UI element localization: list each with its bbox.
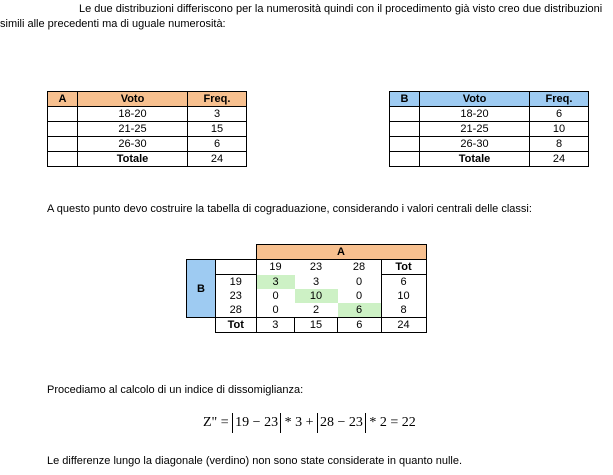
col-header: 19: [256, 260, 295, 275]
col-total: 6: [338, 318, 382, 333]
col-header-tot: Tot: [381, 260, 426, 275]
cell-diagonal: 3: [256, 275, 295, 290]
table-a-col-freq: Freq.: [188, 92, 247, 107]
voto-cell: 21-25: [420, 122, 530, 137]
freq-cell: 8: [530, 137, 589, 152]
table-a: [47, 91, 247, 167]
table-row: [187, 289, 427, 303]
cograduation-table: [186, 244, 427, 333]
table-total-row: [187, 318, 427, 333]
note-paragraph: Le differenze lungo la diagonale (verdino) non sono state considerate in quanto nulle.: [47, 455, 463, 467]
row-header: 19: [216, 275, 257, 290]
table-b-col-voto: Voto: [420, 92, 530, 107]
table-b-col-freq: Freq.: [530, 92, 589, 107]
col-header: 28: [338, 260, 382, 275]
formula-abs-2: 28 − 23: [317, 413, 366, 433]
table-row: [390, 107, 589, 122]
voto-cell: 18-20: [420, 107, 530, 122]
freq-cell: 3: [188, 107, 247, 122]
table-b-header: [390, 92, 589, 107]
voto-cell: 18-20: [78, 107, 188, 122]
cell: 3: [312, 275, 320, 288]
intro-paragraph: Le due distribuzioni differiscono per la numerosità quindi con il procedimento già visto creo due distribuzioni simili alle precedenti ma di uguale numerosità:: [0, 3, 603, 30]
table-b-label: B: [390, 92, 420, 107]
row-header: 23: [216, 289, 257, 303]
formula-abs-1: 19 − 23: [232, 413, 281, 433]
table-a-col-voto: Voto: [78, 92, 188, 107]
voto-cell: 21-25: [78, 122, 188, 137]
cell: 0: [338, 275, 382, 290]
total-value: 24: [188, 152, 247, 167]
formula-end: * 2 = 22: [369, 415, 416, 430]
table-row: [390, 137, 589, 152]
freq-cell: 10: [530, 122, 589, 137]
total-label: Totale: [78, 152, 188, 167]
cell-diagonal: 6: [338, 303, 382, 318]
row-header: 28: [216, 303, 257, 318]
dissimilarity-formula: [203, 413, 416, 433]
freq-cell: 6: [530, 107, 589, 122]
table-row: [187, 275, 427, 290]
total-value: 24: [530, 152, 589, 167]
table-row: [48, 107, 247, 122]
cograd-paragraph: A questo punto devo costruire la tabella di cograduazione, considerando i valori centrali delle classi:: [47, 203, 532, 215]
freq-cell: 15: [188, 122, 247, 137]
calc-paragraph: Procediamo al calcolo di un indice di dissomiglianza:: [47, 384, 304, 396]
cell: 0: [256, 303, 295, 318]
table-total-row: [48, 152, 247, 167]
cell: 0: [272, 290, 279, 302]
table-row: [48, 137, 247, 152]
row-total: 6: [381, 275, 426, 290]
formula-mid: * 3 +: [284, 415, 314, 430]
cell-diagonal: 10: [295, 289, 338, 303]
cograd-label-b: B: [187, 260, 216, 318]
cograd-label-a: A: [256, 245, 426, 260]
table-b: [389, 91, 589, 167]
freq-cell: 6: [188, 137, 247, 152]
cell: 0: [338, 289, 382, 303]
col-header: 23: [295, 260, 338, 275]
row-total: 10: [381, 289, 426, 303]
table-total-row: [390, 152, 589, 167]
voto-cell: 26-30: [420, 137, 530, 152]
formula-lhs: Z" =: [203, 415, 229, 430]
voto-cell: 26-30: [78, 137, 188, 152]
cell: 2: [295, 303, 338, 318]
grand-total: 24: [381, 318, 426, 333]
table-row: [48, 122, 247, 137]
col-total: 15: [295, 318, 338, 333]
table-a-label: A: [48, 92, 78, 107]
row-total: 8: [381, 303, 426, 318]
col-total: 3: [256, 318, 295, 333]
table-row: [187, 303, 427, 318]
total-label: Totale: [420, 152, 530, 167]
total-label: Tot: [216, 318, 257, 333]
table-row: [390, 122, 589, 137]
table-a-header: [48, 92, 247, 107]
